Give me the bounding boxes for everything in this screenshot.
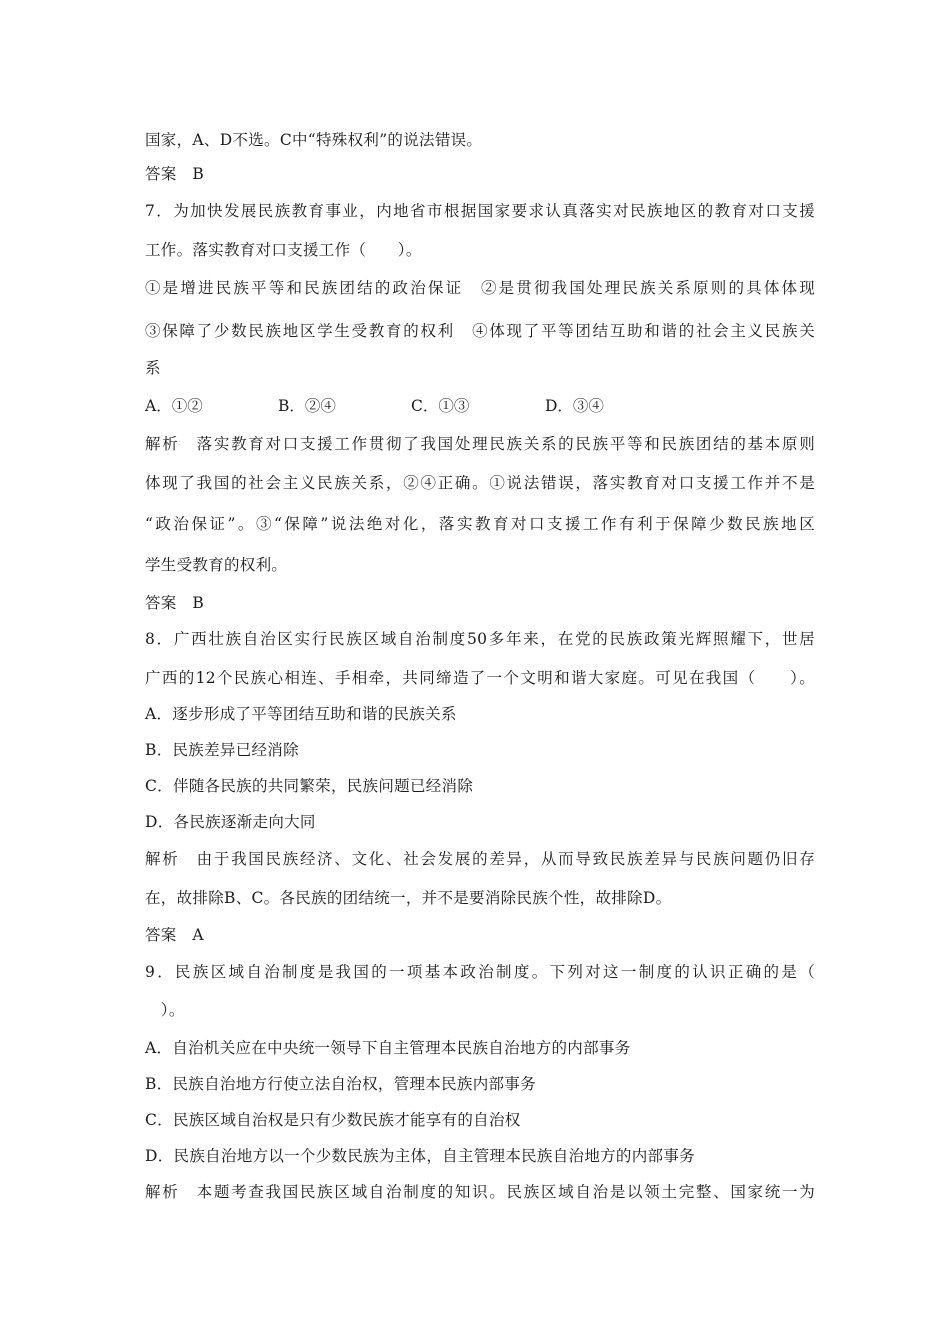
analysis-8: 解析 由于我国民族经济、文化、社会发展的差异，从而导致民族差异与民族问题仍旧存 (145, 850, 815, 868)
question-7-statement-1-2: ①是增进民族平等和民族团结的政治保证 ②是贯彻我国处理民族关系原则的具体体现 (145, 279, 815, 297)
question-9-option-a: A．自治机关应在中央统一领导下自主管理本民族自治地方的内部事务 (145, 1039, 631, 1057)
question-8-option-b: B．民族差异已经消除 (145, 741, 299, 759)
option-c: C．①③ (411, 397, 470, 415)
analysis-7-cont: 体现了我国的社会主义民族关系，②④正确。①说法错误，落实教育对口支援工作并不是 (145, 474, 815, 492)
analysis-7-cont: 学生受教育的权利。 (145, 556, 288, 574)
question-9-stem: 9．民族区域自治制度是我国的一项基本政治制度。下列对这一制度的认识正确的是（ (145, 963, 815, 981)
question-7-statement-cont: 系 (145, 359, 161, 377)
question-8-stem-cont: 广西的12个民族心相连、手相牵，共同缔造了一个文明和谐大家庭。可见在我国（ ）。 (145, 669, 815, 687)
analysis-7: 解析 落实教育对口支援工作贯彻了我国处理民族关系的民族平等和民族团结的基本原则 (145, 435, 815, 453)
option-b: B．②④ (278, 397, 336, 415)
question-8-option-d: D．各民族逐渐走向大同 (145, 813, 316, 831)
option-d: D．③④ (545, 397, 604, 415)
answer-line: 答案 A (145, 926, 204, 944)
question-9-option-b: B．民族自治地方行使立法自治权，管理本民族内部事务 (145, 1075, 536, 1093)
question-9-option-c: C．民族区域自治权是只有少数民族才能享有的自治权 (145, 1111, 521, 1129)
analysis-7-cont: “政治保证”。③“保障”说法绝对化，落实教育对口支援工作有利于保障少数民族地区 (145, 515, 815, 533)
question-7-stem: 7．为加快发展民族教育事业，内地省市根据国家要求认真落实对民族地区的教育对口支援 (145, 202, 815, 220)
question-9-option-d: D．民族自治地方以一个少数民族为主体，自主管理本民族自治地方的内部事务 (145, 1147, 695, 1165)
answer-line: 答案 B (145, 594, 205, 612)
question-8-stem: 8．广西壮族自治区实行民族区域自治制度50多年来，在党的民族政策光辉照耀下，世居 (145, 630, 815, 648)
option-a: A．①② (145, 397, 203, 415)
analysis-9: 解析 本题考查我国民族区域自治制度的知识。民族区域自治是以领土完整、国家统一为 (145, 1183, 815, 1201)
answer-line: 答案 B (145, 165, 205, 183)
analysis-8-cont: 在，故排除B、C。各民族的团结统一，并不是要消除民族个性，故排除D。 (145, 889, 672, 907)
text-line: 国家，A、D不选。C中“特殊权利”的说法错误。 (145, 131, 483, 149)
question-7-stem-cont: 工作。落实教育对口支援工作（ ）。 (145, 241, 422, 259)
question-9-stem-cont: ）。 (145, 1001, 185, 1019)
question-8-option-a: A．逐步形成了平等团结互助和谐的民族关系 (145, 705, 457, 723)
question-8-option-c: C．伴随各民族的共同繁荣，民族问题已经消除 (145, 777, 474, 795)
question-7-statement-3-4: ③保障了少数民族地区学生受教育的权利 ④体现了平等团结互助和谐的社会主义民族关 (145, 322, 815, 340)
